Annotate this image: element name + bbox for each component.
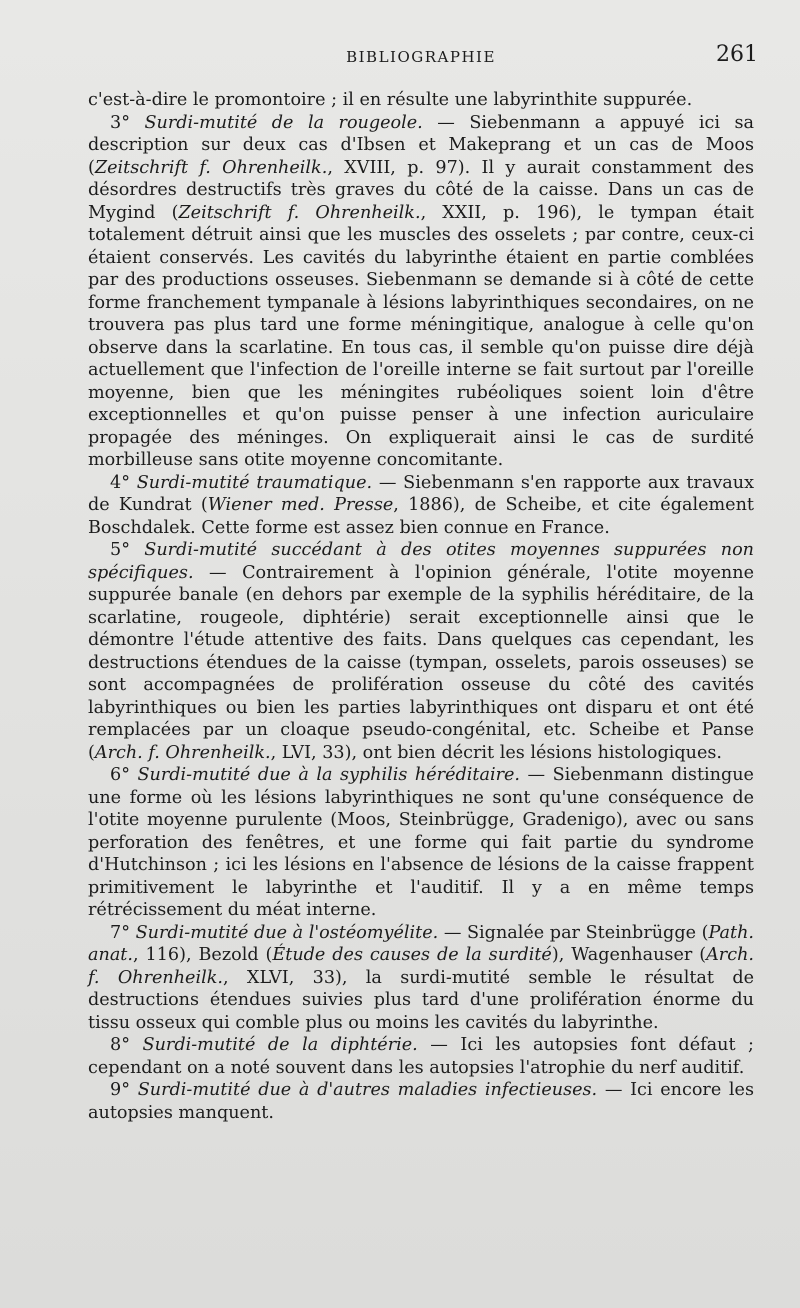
text-run: — Ici les autopsies font défaut ; cependant on a noté souvent dans les autopsies l'atrophie du nerf auditif.	[88, 1035, 754, 1078]
text-run: — Ici encore les autopsies manquent.	[88, 1080, 754, 1123]
italic-title-run: Zeitschrift f. Ohrenheilk.	[178, 202, 421, 223]
italic-title-run: Surdi-mutité de la rougeole.	[144, 112, 423, 133]
page-header	[88, 42, 758, 74]
text-run: , 116), Bezold (	[132, 945, 273, 965]
text-run: , XXII, p. 196), le tympan était totalement détruit ainsi que les muscles des osselets ; par contre, ceux-ci étaient conservés. Les cavités du labyrinthe étaient en partie comblées par des productions osseuses. Siebenmann se demande si à côté de cette forme franchement tympanale à lésions labyrinthiques secondaires, on ne trouvera pas plus tard une forme méningitique, analogue à celle qu'on observe dans la scarlatine. En tous cas, il semble qu'on puisse dire déjà actuellement que l'infection de l'oreille interne se fait surtout par l'oreille moyenne, bien que les méningites rubéoliques soient loin d'être exceptionnelles et qu'on puisse penser à une infection auriculaire propagée des méninges. On expliquerait ainsi le cas de surdité morbilleuse sans otite moyenne concomitante.	[88, 202, 754, 470]
paragraph	[88, 764, 754, 922]
italic-title-run: Surdi-mutité traumatique.	[136, 472, 373, 493]
running-title: BIBLIOGRAPHIE	[346, 48, 496, 66]
italic-title-run: Surdi-mutité due à l'ostéomyélite.	[135, 922, 439, 943]
text-run: ), Wagenhauser (	[551, 945, 707, 965]
text-run: 3°	[110, 112, 145, 133]
paragraph	[88, 1079, 754, 1124]
text-run: — Signalée par Steinbrügge (	[438, 922, 709, 943]
paragraph	[88, 1034, 754, 1079]
italic-title-run: Zeitschrift f. Ohrenheilk.	[94, 157, 328, 178]
paragraph	[88, 922, 754, 1035]
text-run: 8°	[110, 1035, 143, 1055]
paragraph	[88, 539, 754, 764]
text-run: c'est-à-dire le promontoire ; il en résulte une labyrinthite suppurée.	[88, 90, 693, 110]
page-number: 261	[716, 42, 758, 67]
italic-title-run: Arch. f. Ohrenheilk.	[88, 945, 754, 988]
italic-title-run: Arch. f. Ohrenheilk.	[94, 742, 271, 763]
text-run: 9°	[110, 1080, 138, 1100]
italic-title-run: Path. anat.	[88, 922, 754, 965]
italic-title-run: Surdi-mutité de la diphtérie.	[142, 1035, 418, 1055]
text-run: 5°	[110, 540, 145, 560]
italic-title-run: Étude des causes de la surdité	[272, 945, 552, 965]
italic-title-run: Surdi-mutité succédant à des otites moyennes suppurées non spécifiques.	[88, 540, 754, 583]
text-run: — Siebenmann a appuyé ici sa description sur deux cas d'Ibsen et Makeprang et un cas de Moos (	[88, 112, 754, 178]
body-text	[88, 89, 754, 1124]
paragraph	[88, 112, 754, 472]
paragraph	[88, 472, 754, 540]
text-run: — Siebenmann distingue une forme où les lésions labyrinthiques ne sont qu'une conséquence de l'otite moyenne purulente (Moos, Steinbrügge, Gradenigo), avec ou sans perforation des fenêtres, et une forme qui fait partie du syndrome d'Hutchinson ; ici les lésions en l'absence de lésions de la caisse frappent primitivement le labyrinthe et l'auditif. Il y a en même temps rétrécissement du méat interne.	[88, 765, 754, 920]
text-run: , XVIII, p. 97). Il y aurait constamment des désordres destructifs très graves du côté de la caisse. Dans un cas de Mygind (	[88, 157, 754, 223]
text-run: — Contrairement à l'opinion générale, l'otite moyenne suppurée banale (en dehors par exemple de la syphilis héréditaire, de la scarlatine, rougeole, diphtérie) serait exceptionnelle ainsi que le démontre l'étude attentive des faits. Dans quelques cas cependant, les destructions étendues de la caisse (tympan, osselets, parois osseuses) se sont accompagnées de prolifération osseuse du côté des cavités labyrinthiques ou bien les parties labyrinthiques ont disparu et ont été remplacées par un cloaque pseudo-congénital, etc. Scheibe et Panse (	[88, 562, 754, 763]
text-run: , LVI, 33), ont bien décrit les lésions histologiques.	[270, 742, 722, 763]
italic-title-run: Wiener med. Presse	[207, 495, 394, 515]
italic-title-run: Surdi-mutité due à d'autres maladies infectieuses.	[137, 1080, 598, 1100]
text-run: 4°	[110, 472, 137, 493]
italic-title-run: Surdi-mutité due à la syphilis héréditaire.	[137, 765, 520, 785]
paragraph	[88, 89, 754, 112]
text-run: — Siebenmann s'en rapporte aux travaux de Kundrat (	[88, 472, 755, 515]
text-run: 6°	[110, 765, 138, 785]
text-run: , XLVI, 33), la surdi-mutité semble le résultat de destructions étendues suivies plus tard d'une prolifération énorme du tissu osseux qui comble plus ou moins les cavités du labyrinthe.	[88, 967, 754, 1033]
text-run: , 1886), de Scheibe, et cite également Boschdalek. Cette forme est assez bien connue en France.	[88, 495, 754, 538]
text-run: 7°	[110, 922, 136, 943]
